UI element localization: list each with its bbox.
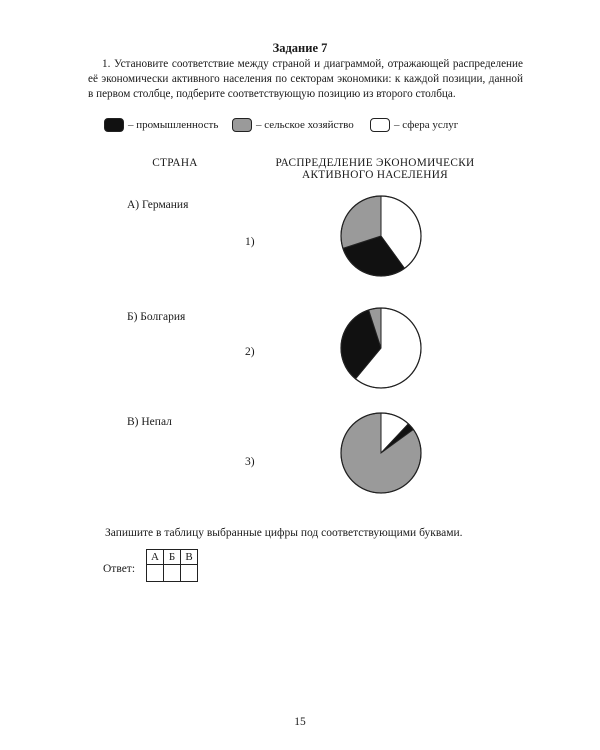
legend-item-services [370,118,458,132]
answer-cell-v[interactable] [181,565,198,582]
page-number: 15 [294,716,306,728]
answer-header-b: Б [164,550,181,565]
answer-instruction: Запишите в таблицу выбранные цифры под соответствующими буквами. [105,527,463,539]
legend-label-services: – сфера услуг [394,119,459,131]
legend-item-agriculture [232,118,354,132]
pie-chart-1 [338,193,424,279]
answer-header-a: А [147,550,164,565]
legend-label-agriculture: – сельское хозяйство [256,119,354,131]
country-germany: А) Германия [127,199,189,211]
industry-swatch [104,118,124,132]
task-title: Задание 7 [272,41,328,55]
column-header-country: СТРАНА [152,157,198,169]
legend-label-industry: – промышленность [128,119,219,131]
answer-header-v: В [181,550,198,565]
column-header-distribution-line2: АКТИВНОГО НАСЕЛЕНИЯ [302,169,448,181]
pie-chart-3 [338,410,424,496]
answer-table [146,549,198,582]
column-header-distribution [265,157,485,181]
legend-item-industry [104,118,218,132]
country-bulgaria: Б) Болгария [127,311,186,323]
answer-cell-a[interactable] [147,565,164,582]
diagram-label-1: 1) [245,236,255,248]
answer-label: Ответ: [103,563,136,575]
answer-cell-b[interactable] [164,565,181,582]
country-nepal: В) Непал [127,416,172,428]
services-swatch [370,118,390,132]
legend [104,118,524,134]
agriculture-swatch [232,118,252,132]
column-header-distribution-line1: РАСПРЕДЕЛЕНИЕ ЭКОНОМИЧЕСКИ [275,157,475,169]
pie-chart-2 [338,305,424,391]
task-description: 1. Установите соответствие между страной и диаграммой, отражающей распределение её экономически активного населения по секторам экономики: к каждой позиции, данной в первом столбце, подберите соответствующую позицию из второго столбца. [88,58,523,100]
diagram-label-3: 3) [245,456,255,468]
diagram-label-2: 2) [245,346,255,358]
